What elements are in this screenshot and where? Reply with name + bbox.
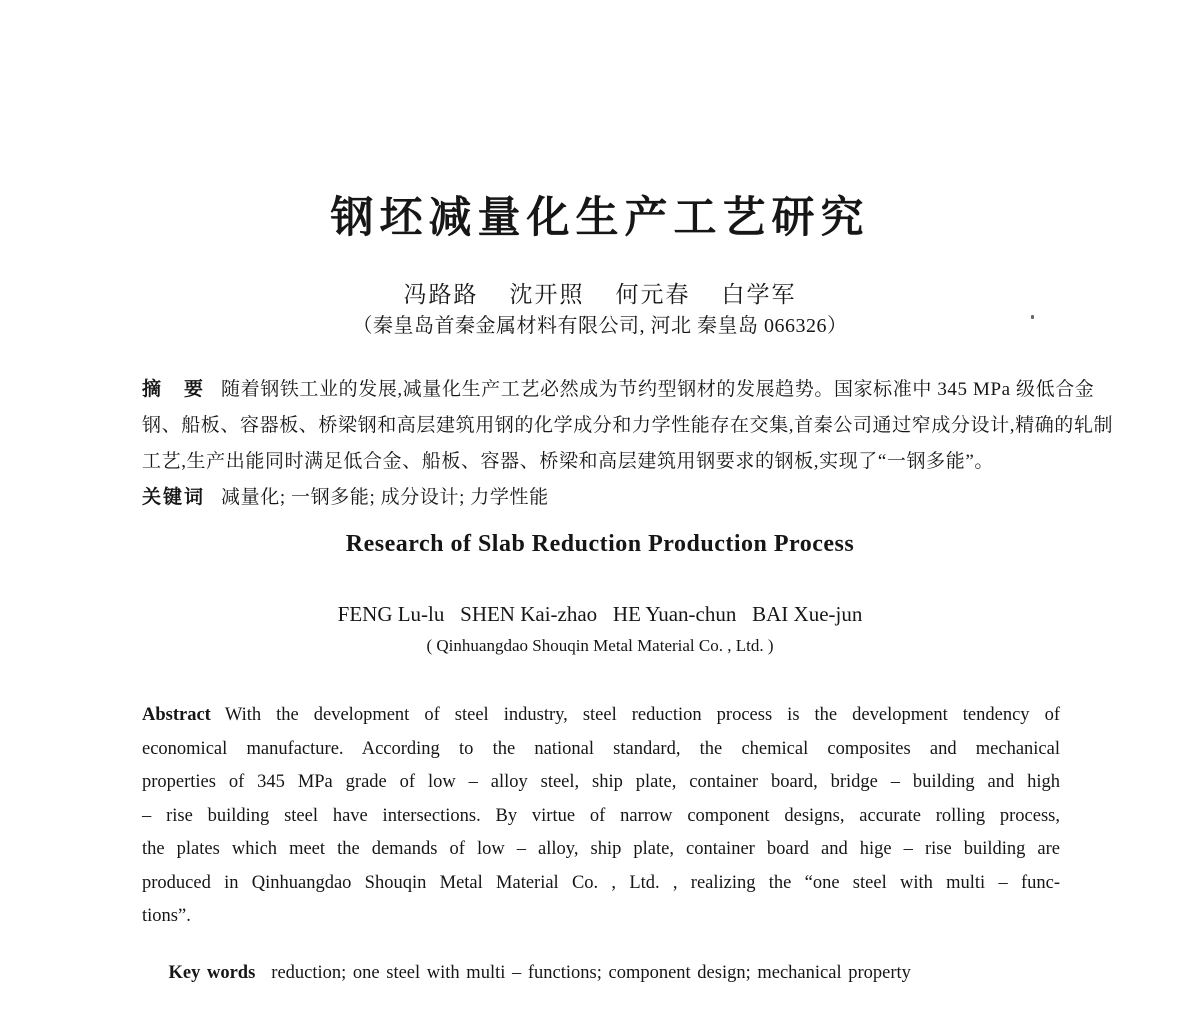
abstract-english-line: tions”. — [142, 906, 191, 926]
paper-title-english: Research of Slab Reduction Production Process — [345, 531, 855, 557]
abstract-english — [142, 699, 1060, 934]
abstract-english-line: produced in Qinhuangdao Shouqin Metal Material Co. , Ltd. , realizing the “one steel with multi – func- — [142, 872, 1060, 893]
scan-artifact-dot — [1031, 315, 1034, 319]
abstract-chinese-line: 工艺,生产出能同时满足低合金、船板、容器、桥梁和高层建筑用钢要求的钢板,实现了“一钢多能”。 — [142, 451, 994, 472]
affiliation-chinese: （秦皇岛首秦金属材料有限公司, 河北 秦皇岛 066326） — [352, 315, 848, 337]
abstract-english-line — [142, 699, 1060, 733]
abstract-label-english: Abstract — [142, 705, 211, 725]
keywords-english-line — [142, 924, 1122, 1023]
abstract-english-line: properties of 345 MPa grade of low – alloy steel, ship plate, container board, bridge – building and high — [142, 772, 1060, 792]
affiliation-english: ( Qinhuangdao Shouqin Metal Material Co. , Ltd. ) — [426, 636, 774, 655]
keywords-chinese-line — [142, 480, 1060, 516]
keywords-english-text: reduction; one steel with multi – functions; component design; mechanical property — [271, 963, 911, 983]
keywords-chinese-text: 减量化; 一钢多能; 成分设计; 力学性能 — [221, 487, 549, 508]
author-line-english: FENG Lu-lu SHEN Kai-zhao HE Yuan-chun BAI Xue-jun — [337, 602, 863, 626]
keywords-label-english: Key words — [168, 963, 256, 983]
abstract-chinese-text: 随着钢铁工业的发展,减量化生产工艺必然成为节约型钢材的发展趋势。国家标准中 345 MPa 级低合金 — [221, 379, 1095, 400]
keywords-label-chinese: 关键词 — [142, 487, 206, 508]
abstract-label-chinese: 摘 要 — [142, 379, 206, 400]
abstract-chinese — [142, 372, 1114, 516]
author-line-chinese: 冯路路 沈开照 何元春 白学军 — [403, 282, 797, 307]
abstract-english-line: economical manufacture. According to the national standard, the chemical composites and mechanical — [142, 738, 1060, 759]
abstract-english-line: the plates which meet the demands of low – alloy, ship plate, container board and hige – rise building are — [142, 839, 1060, 859]
abstract-english-line: – rise building steel have intersections. By virtue of narrow component designs, accurate rolling process, — [142, 805, 1060, 826]
abstract-chinese-line: 钢、船板、容器板、桥梁钢和高层建筑用钢的化学成分和力学性能存在交集,首秦公司通过窄成分设计,精确的轧制 — [142, 415, 1114, 436]
abstract-english-text: With the development of steel industry, steel reduction process is the development tendency of — [224, 705, 1060, 725]
abstract-chinese-line — [142, 372, 1095, 408]
paper-title-chinese: 钢坯减量化生产工艺研究 — [330, 194, 870, 242]
